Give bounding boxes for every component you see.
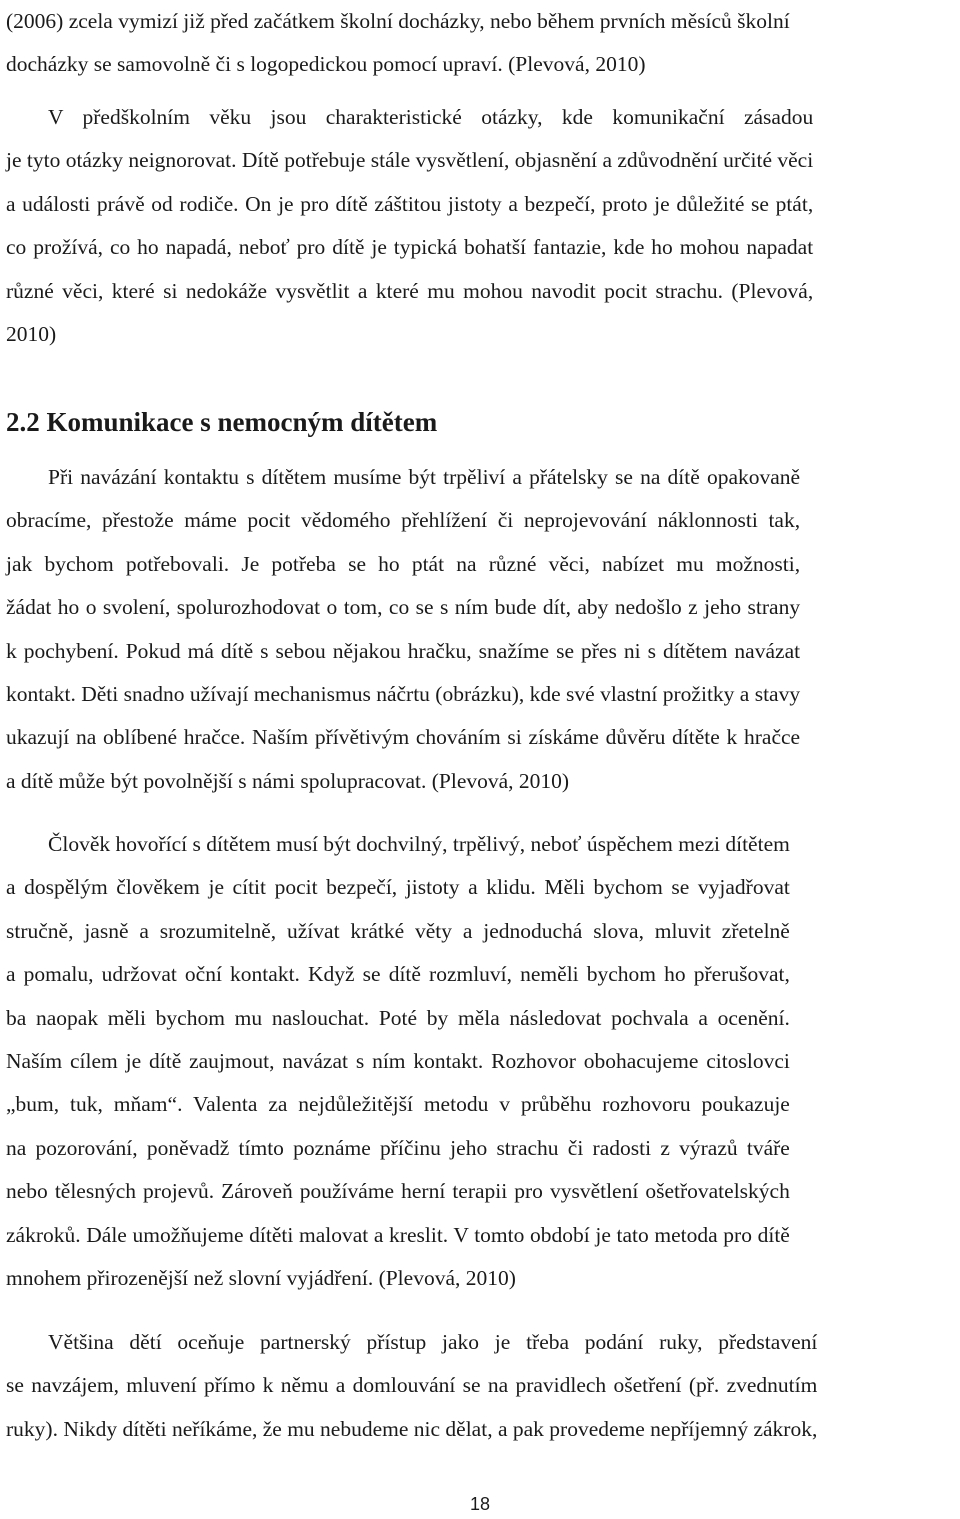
text-line: 2010) — [6, 321, 57, 346]
text-line: co prožívá, co ho napadá, neboť pro dítě je typická bohatší fantazie, kde ho mohou napadat — [6, 235, 814, 260]
text-line: Člověk hovořící s dítětem musí být dochvilný, trpělivý, neboť úspěchem mezi dítětem — [48, 832, 790, 856]
text-line: ukazují na oblíbené hračce. Naším přívětivým chováním si získáme důvěru dítěte k hračce — [6, 725, 801, 750]
text-line: ba naopak měli bychom mu naslouchat. Poté by měla následovat pochvala a ocenění. — [6, 1005, 790, 1030]
text-line: a události právě od rodiče. On je pro dítě záštitou jistoty a bezpečí, proto je důležité se ptát, — [6, 191, 814, 216]
paragraph-3 — [6, 456, 800, 803]
text-line: (2006) zcela vymizí již před začátkem školní docházky, nebo během prvních měsíců školní — [6, 9, 790, 33]
text-line: a pomalu, udržovat oční kontakt. Když se dítě rozmluví, neměli bychom ho přerušovat, — [6, 962, 790, 987]
text-line: se navzájem, mluvení přímo k němu a domlouvání se na pravidlech ošetření (př. zvednutím — [6, 1373, 818, 1398]
page-number: 18 — [469, 1494, 491, 1514]
text-line: a dítě může být povolnější s námi spolupracovat. (Plevová, 2010) — [6, 768, 570, 793]
text-line: „bum, tuk, mňam“. Valenta za nejdůležitější metodu v průběhu rozhovoru poukazuje — [6, 1092, 790, 1117]
text-line: na pozorování, poněvadž tímto poznáme příčinu jeho strachu či radosti z výrazů tváře — [6, 1135, 790, 1160]
paragraph-2 — [6, 96, 813, 356]
text-line: docházky se samovolně či s logopedickou pomocí upraví. (Plevová, 2010) — [6, 52, 646, 77]
paragraph-4 — [6, 823, 790, 1300]
text-line: V předškolním věku jsou charakteristické otázky, kde komunikační zásadou — [48, 105, 814, 129]
text-line: mnohem přirozenější než slovní vyjádření. (Plevová, 2010) — [6, 1265, 516, 1290]
text-line: Naším cílem je dítě zaujmout, navázat s ním kontakt. Rozhovor obohacujeme citoslovci — [6, 1048, 790, 1073]
text-line: k pochybení. Pokud má dítě s sebou nějakou hračku, snažíme se přes ni s dítětem navázat — [6, 638, 801, 663]
text-line: stručně, jasně a srozumitelně, užívat krátké věty a jednoduchá slova, mluvit zřetelně — [6, 918, 790, 943]
text-line: Většina dětí oceňuje partnerský přístup jako je třeba podání ruky, představení — [48, 1330, 818, 1354]
text-line: kontakt. Děti snadno užívají mechanismus náčrtu (obrázku), kde své vlastní prožitky a stavy — [6, 681, 801, 706]
text-line: obracíme, přestože máme pocit vědomého přehlížení či neprojevování náklonnosti tak, — [6, 508, 801, 533]
text-line: jak bychom potřebovali. Je potřeba se ho ptát na různé věci, nabízet mu možnosti, — [6, 551, 801, 576]
text-line: ruky). Nikdy dítěti neříkáme, že mu nebudeme nic dělat, a pak provedeme nepříjemný zákrok, — [6, 1416, 818, 1441]
paragraph-5 — [6, 1321, 817, 1451]
text-line: Při navázání kontaktu s dítětem musíme být trpěliví a přátelsky se na dítě opakovaně — [48, 465, 801, 489]
text-line: žádat ho o svolení, spolurozhodovat o tom, co se s ním bude dít, aby nedošlo z jeho strany — [6, 595, 801, 620]
section-heading: 2.2 Komunikace s nemocným dítětem — [6, 407, 438, 437]
paragraph-1 — [6, 0, 790, 87]
text-line: a dospělým člověkem je cítit pocit bezpečí, jistoty a klidu. Měli bychom se vyjadřovat — [6, 875, 790, 900]
text-line: je tyto otázky neignorovat. Dítě potřebuje stále vysvětlení, objasnění a zdůvodnění určité věci — [6, 148, 814, 173]
text-line: různé věci, které si nedokáže vysvětlit a které mu mohou navodit pocit strachu. (Plevová, — [6, 278, 814, 303]
text-line: zákroků. Dále umožňujeme dítěti malovat a kreslit. V tomto období je tato metoda pro dítě — [6, 1222, 790, 1247]
text-line: nebo tělesných projevů. Zároveň používáme herní terapii pro vysvětlení ošetřovatelských — [6, 1179, 790, 1204]
